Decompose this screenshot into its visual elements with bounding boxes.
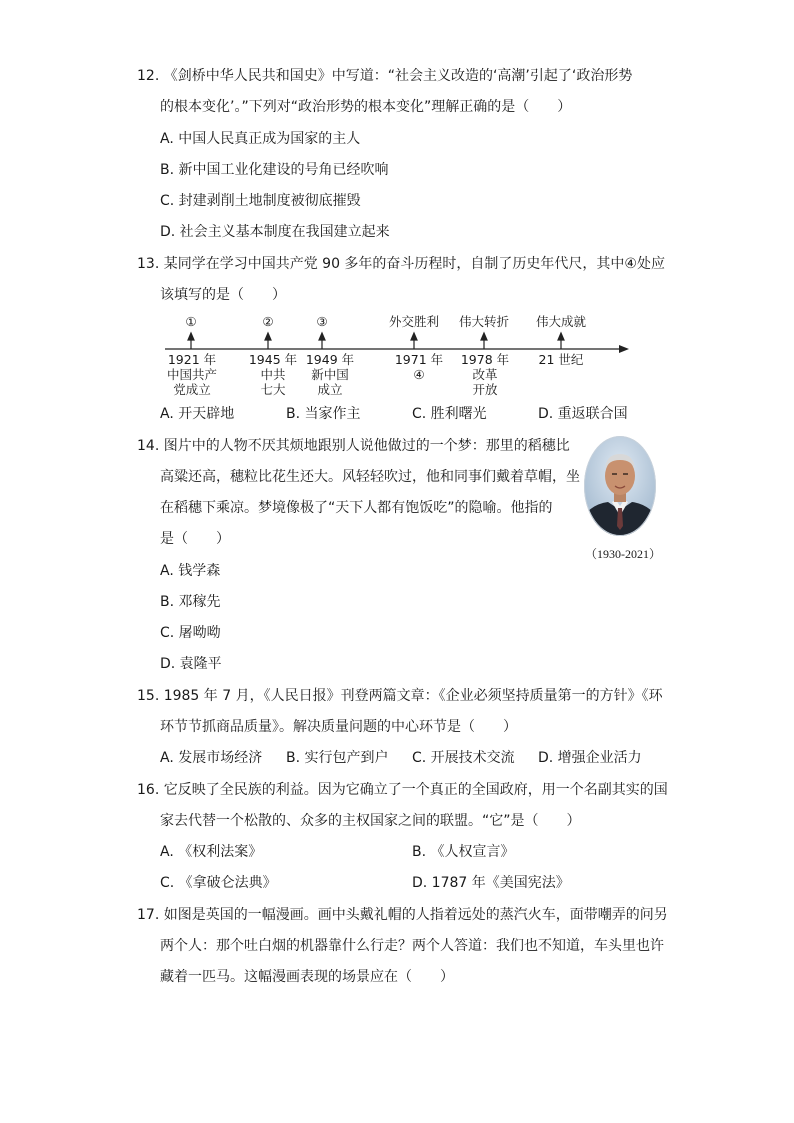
q15-option-d[interactable]: D. 增强企业活力: [538, 750, 642, 766]
q14-stem-line3: 在稻穗下乘凉。梦境像极了“天下人都有饱饭吃”的隐喻。他指的: [160, 500, 553, 516]
q13-option-c[interactable]: C. 胜利曙光: [412, 406, 487, 422]
q14-option-d[interactable]: D. 袁隆平: [160, 656, 222, 672]
q12-option-c[interactable]: C. 封建剥削土地制度被彻底摧毁: [160, 193, 361, 209]
timeline-node-1949: [304, 352, 356, 397]
q16-stem-line1: 16. 它反映了全民族的利益。因为它确立了一个真正的全国政府，用一个名副其实的国: [137, 782, 668, 798]
timeline-node-year: 1921 年: [167, 352, 217, 367]
q13-stem-line2: 该填写的是（ ）: [160, 287, 286, 303]
timeline-node-1971: [393, 352, 445, 382]
timeline-node-year: 21 世纪: [538, 352, 584, 367]
q17-stem-line3: 藏着一匹马。这幅漫画表现的场景应在（ ）: [160, 969, 454, 985]
timeline-node-year: 1978 年: [460, 352, 510, 367]
q13-option-d[interactable]: D. 重返联合国: [538, 406, 628, 422]
q13-stem-line1: 13. 某同学在学习中国共产党 90 多年的奋斗历程时，自制了历史年代尺，其中④处应: [137, 256, 665, 272]
timeline-node-event: 新中国: [311, 367, 349, 382]
q13-option-a[interactable]: A. 开天辟地: [160, 406, 235, 422]
portrait-photo: [584, 436, 656, 536]
q14-option-b[interactable]: B. 邓稼先: [160, 594, 221, 610]
timeline-node-event: 中国共产: [166, 367, 217, 382]
q16-option-a[interactable]: A. 《权利法案》: [160, 844, 263, 860]
q15-option-a[interactable]: A. 发展市场经济: [160, 750, 263, 766]
portrait-caption: （1930-2021）: [585, 547, 661, 561]
q16-option-d[interactable]: D. 1787 年《美国宪法》: [412, 875, 570, 891]
timeline-top-label-4: 外交胜利: [388, 314, 439, 329]
q12-stem-line1: 12. 《剑桥中华人民共和国史》中写道：“社会主义改造的‘高潮’引起了‘政治形势: [137, 68, 633, 84]
q17-stem-line2: 两个人：那个吐白烟的机器靠什么行走？两个人答道：我们也不知道，车头里也许: [160, 938, 664, 954]
q12-option-d[interactable]: D. 社会主义基本制度在我国建立起来: [160, 224, 390, 240]
q15-option-b[interactable]: B. 实行包产到户: [286, 750, 389, 766]
q14-option-c[interactable]: C. 屠呦呦: [160, 625, 221, 641]
q13-option-b[interactable]: B. 当家作主: [286, 406, 361, 422]
timeline-node-1945: [248, 352, 298, 397]
q12-stem-line2: 的根本变化’。”下列对“政治形势的根本变化”理解正确的是（ ）: [160, 99, 572, 115]
timeline-node-event: 中共: [260, 367, 286, 382]
timeline-node-event: ④: [413, 367, 425, 382]
timeline-top-label-3: ③: [316, 314, 328, 329]
timeline-node-1978: [459, 352, 511, 397]
timeline-node-event: 开放: [472, 382, 498, 397]
q16-option-b[interactable]: B. 《人权宣言》: [412, 844, 515, 860]
q14-stem-line1: 14. 图片中的人物不厌其烦地跟别人说他做过的一个梦：那里的稻穗比: [137, 438, 570, 454]
timeline-node-event: 改革: [472, 367, 498, 382]
q16-option-c[interactable]: C. 《拿破仑法典》: [160, 875, 277, 891]
q14-option-a[interactable]: A. 钱学森: [160, 563, 221, 579]
q14-stem-line2: 高粱还高，穗粒比花生还大。风轻轻吹过，他和同事们戴着草帽，坐: [160, 469, 580, 485]
timeline-node-event: 七大: [260, 382, 286, 397]
timeline-top-label-1: ①: [185, 314, 197, 329]
q17-stem-line1: 17. 如图是英国的一幅漫画。画中头戴礼帽的人指着远处的蒸汽火车，面带嘲弄的问另: [137, 907, 668, 923]
timeline-node-1921: [166, 352, 218, 397]
timeline-top-label-2: ②: [262, 314, 274, 329]
q12-option-b[interactable]: B. 新中国工业化建设的号角已经吹响: [160, 162, 389, 178]
q15-stem-line2: 环节节抓商品质量》。解决质量问题的中心环节是（ ）: [160, 719, 517, 735]
timeline-node-year: 1971 年: [394, 352, 444, 367]
q16-stem-line2: 家去代替一个松散的、众多的主权国家之间的联盟。“它”是（ ）: [160, 813, 581, 829]
timeline-node-year: 1945 年: [248, 352, 298, 367]
timeline-node-event: 成立: [317, 382, 343, 397]
q15-stem-line1: 15. 1985 年 7 月，《人民日报》刊登两篇文章：《企业必须坚持质量第一的方针》《环: [137, 688, 663, 704]
q15-option-c[interactable]: C. 开展技术交流: [412, 750, 515, 766]
timeline-top-label-5: 伟大转折: [458, 314, 509, 329]
timeline-node-21st-century: [533, 352, 589, 367]
timeline-node-year: 1949 年: [305, 352, 355, 367]
q12-option-a[interactable]: A. 中国人民真正成为国家的主人: [160, 131, 361, 147]
timeline-node-event: 党成立: [173, 382, 211, 397]
q14-stem-line4: 是（ ）: [160, 531, 230, 547]
timeline-top-label-6: 伟大成就: [535, 314, 586, 329]
